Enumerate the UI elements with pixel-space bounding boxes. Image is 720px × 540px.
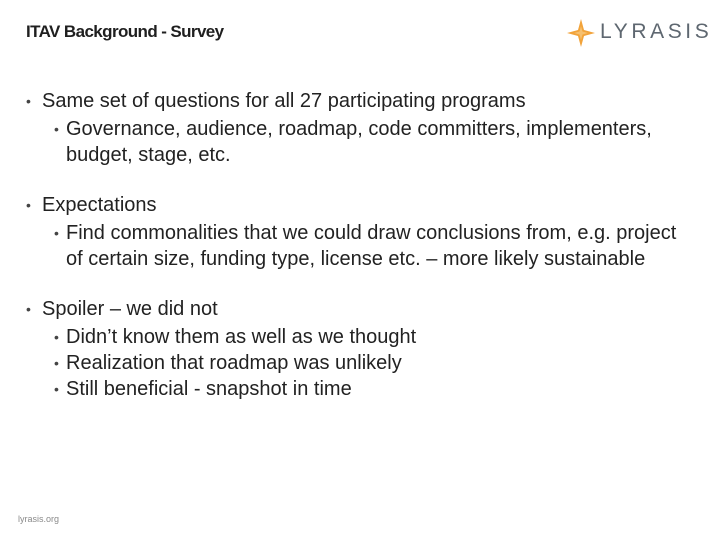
sub-bullet-text: Realization that roadmap was unlikely	[66, 352, 402, 374]
bullet-group	[26, 294, 696, 402]
bullet-item	[26, 190, 696, 220]
sub-bullet-item	[26, 116, 696, 168]
sub-bullet-text: Governance, audience, roadmap, code committers, implementers, budget, stage, etc.	[66, 118, 652, 166]
sub-bullet-text: Find commonalities that we could draw conclusions from, e.g. project of certain size, funding type, license etc. – more likely sustainable	[66, 222, 677, 270]
sub-bullet-item	[26, 220, 696, 272]
bullet-group	[26, 86, 696, 168]
bullet-group	[26, 190, 696, 272]
sub-bullet-item	[26, 324, 696, 350]
sub-bullet-text: Didn’t know them as well as we thought	[66, 326, 417, 348]
bullet-item	[26, 294, 696, 324]
bullet-text: Spoiler – we did not	[42, 298, 218, 320]
bullet-text: Same set of questions for all 27 participating programs	[42, 90, 526, 112]
bullet-dot: •	[26, 301, 31, 317]
sub-bullet-item	[26, 376, 696, 402]
bullet-list	[26, 86, 696, 424]
bullet-dot: •	[26, 93, 31, 109]
bullet-dot: •	[54, 329, 59, 345]
bullet-item	[26, 86, 696, 116]
bullet-dot: •	[54, 381, 59, 397]
bullet-text: Expectations	[42, 194, 157, 216]
slide-title: ITAV Background - Survey	[26, 22, 224, 41]
bullet-dot: •	[54, 355, 59, 371]
lyrasis-star-icon	[566, 18, 596, 48]
sub-bullet-text: Still beneficial - snapshot in time	[66, 378, 352, 400]
bullet-dot: •	[54, 121, 59, 137]
bullet-dot: •	[26, 197, 31, 213]
sub-bullet-item	[26, 350, 696, 376]
bullet-dot: •	[54, 225, 59, 241]
logo-wordmark: LYRASIS	[600, 20, 713, 43]
footer-url: lyrasis.org	[18, 514, 60, 524]
